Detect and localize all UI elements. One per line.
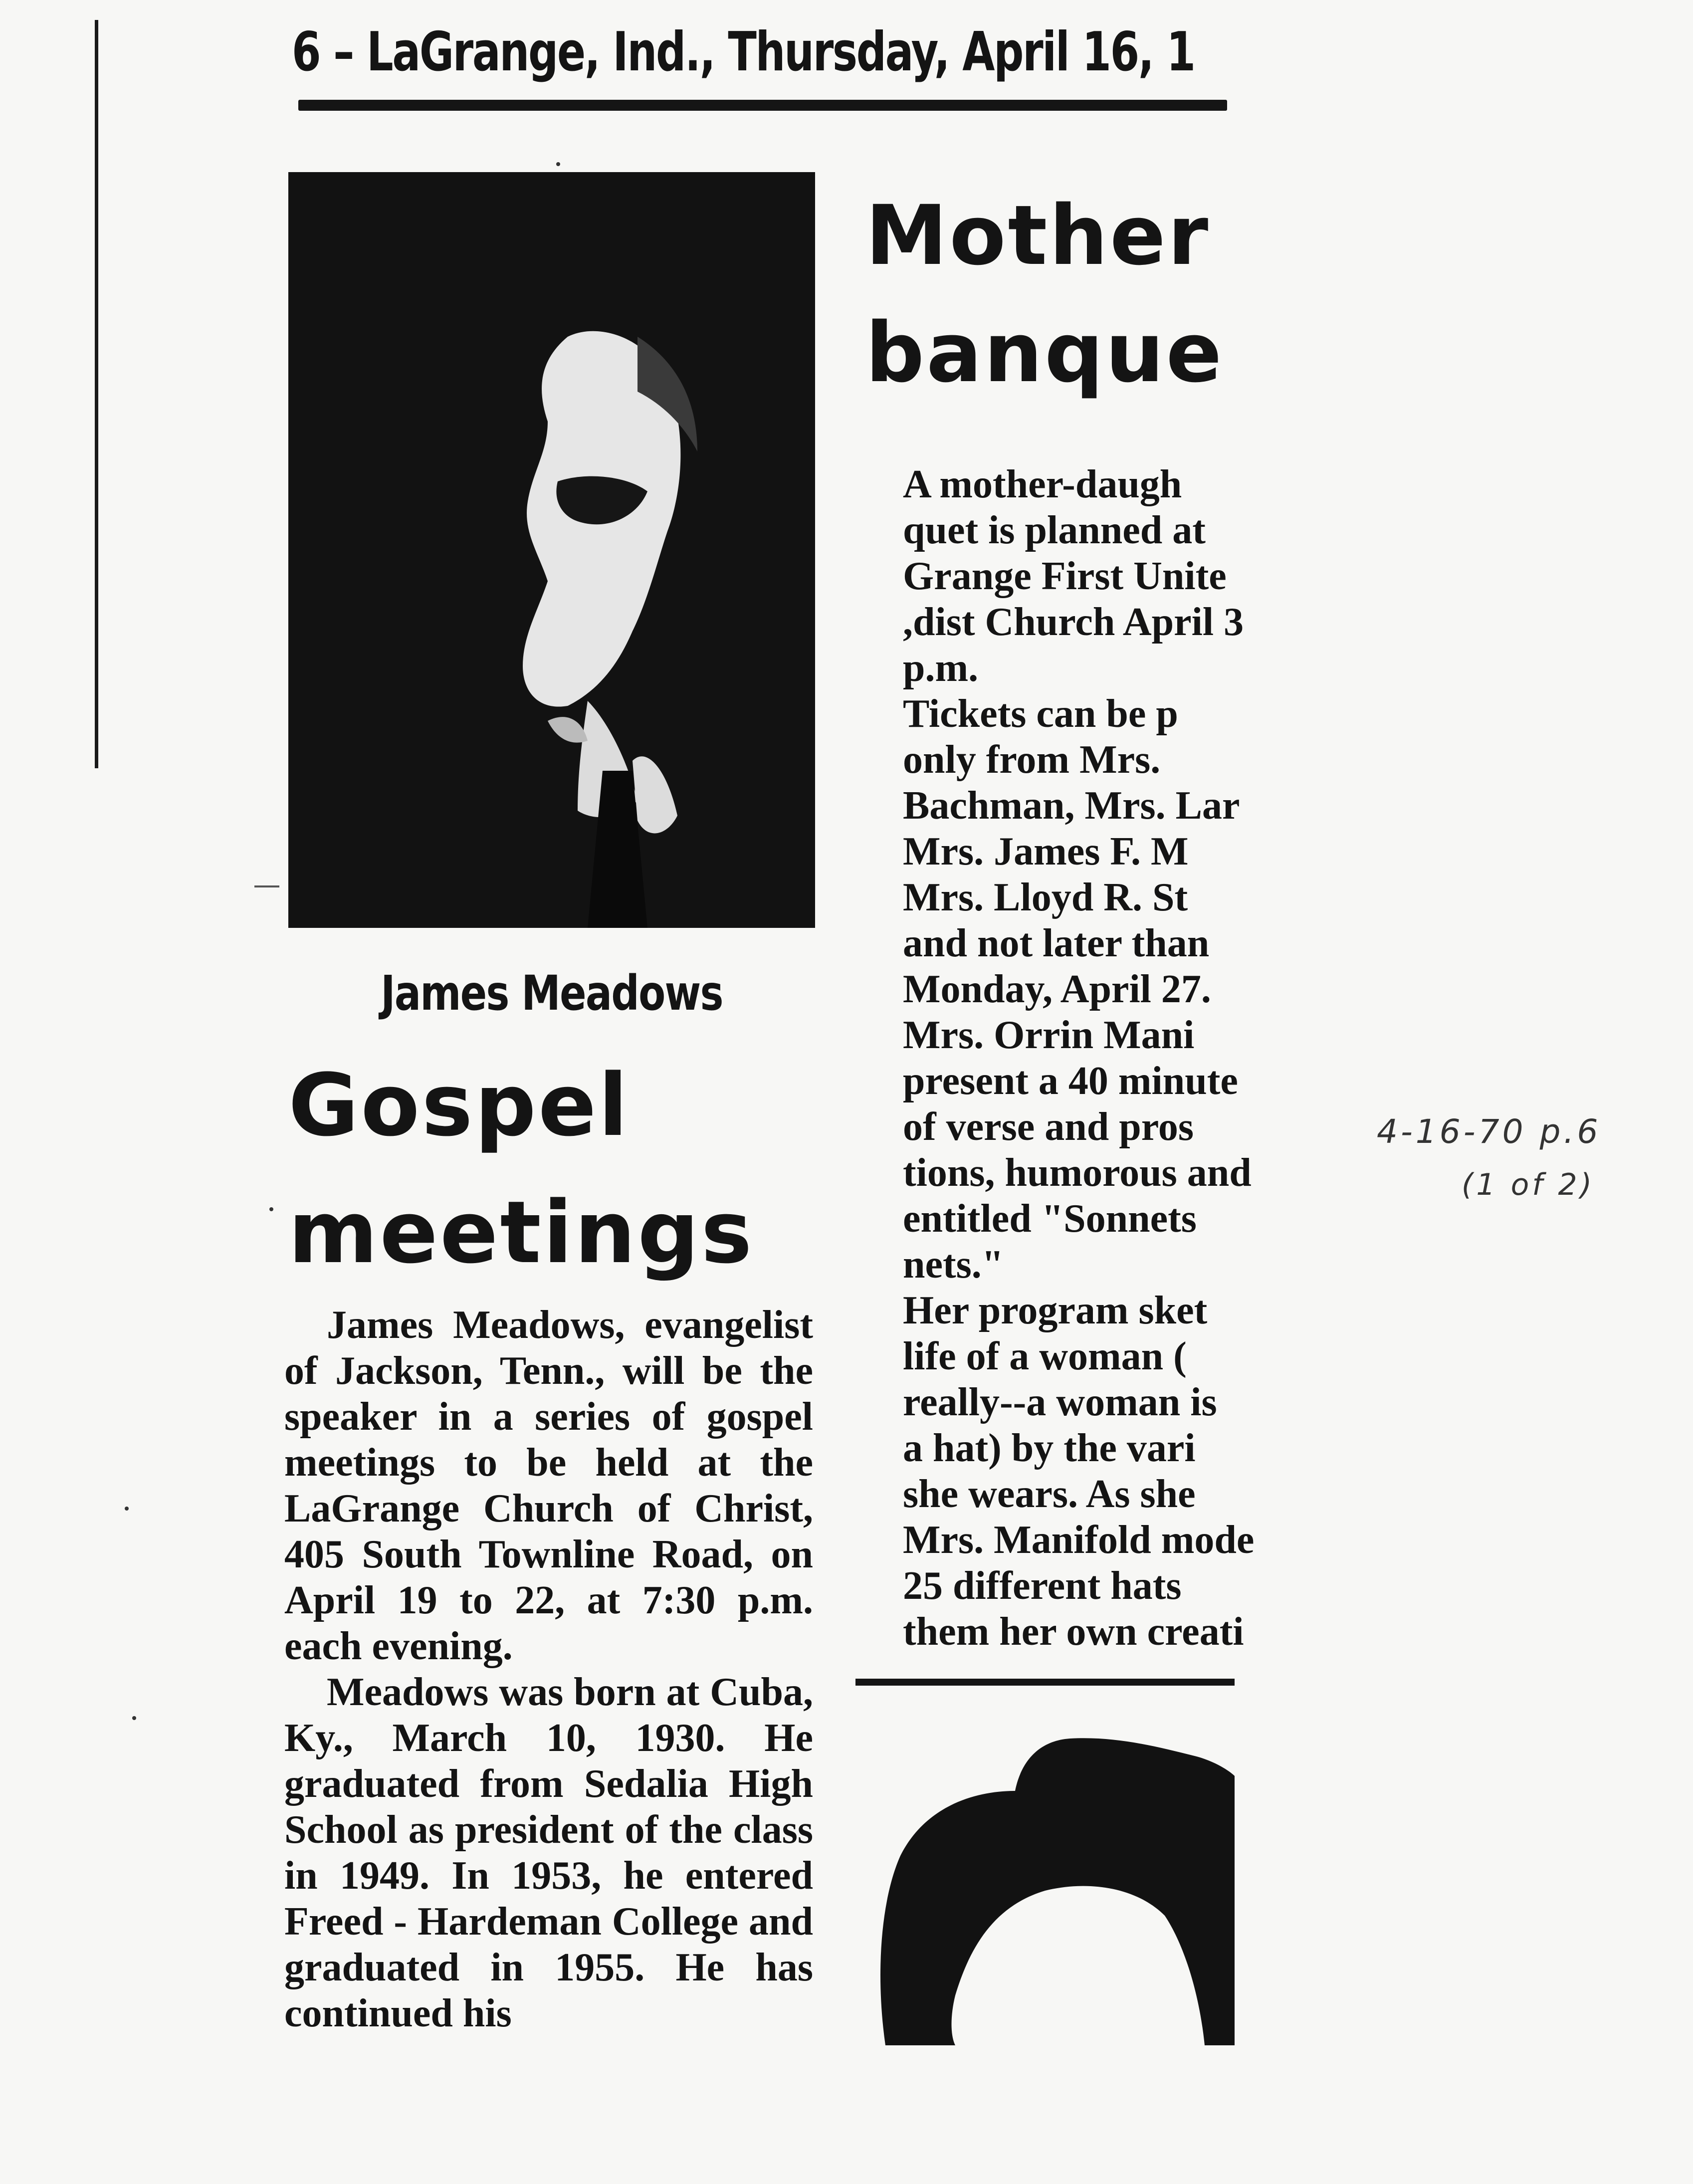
article-line: ,dist Church April 3	[903, 600, 1244, 644]
portrait-image	[288, 172, 815, 928]
second-photo-image	[855, 1736, 1235, 2045]
article-line: Mrs. James F. M	[903, 830, 1189, 874]
article-line: only from Mrs.	[903, 738, 1161, 782]
handwritten-note-line-1: 4-16-70 p.6	[1377, 1112, 1601, 1151]
portrait-photo	[288, 172, 815, 928]
article-line: life of a woman (	[903, 1334, 1187, 1378]
article-line: 25 different hats	[903, 1564, 1182, 1608]
article-line: tions, humorous and	[903, 1151, 1252, 1195]
article-line: and not later than	[903, 921, 1210, 965]
handwritten-note-line-2: (1 of 2)	[1462, 1167, 1595, 1202]
second-photo	[855, 1736, 1235, 2045]
headline-line-1: Gospel	[288, 1055, 630, 1155]
speck	[556, 162, 560, 166]
article-line: Monday, April 27.	[903, 967, 1211, 1011]
article-line: present a 40 minute	[903, 1059, 1238, 1103]
headline-right-line-2: banque	[865, 305, 1224, 401]
speck	[125, 1507, 129, 1511]
article-line: Tickets can be p	[903, 692, 1178, 736]
article-paragraph: James Meadows, evangelist of Jackson, Tenn., will be the speaker in a series of gospel meetings to be held at the LaGrange Church of Christ, 405 South Townline Road, on April 19 to 22, at 7:30 p.m. each evening.	[284, 1303, 813, 1668]
header-rule	[298, 100, 1227, 111]
article-line: of verse and pros	[903, 1105, 1194, 1149]
photo-caption: James Meadows	[381, 965, 723, 1021]
speck	[132, 1716, 136, 1720]
article-line: Her program sket	[903, 1289, 1208, 1332]
article-line: Bachman, Mrs. Lar	[903, 784, 1240, 828]
headline-right	[865, 188, 1227, 424]
article-line: them her own creati	[903, 1610, 1244, 1654]
headline-line-2: meetings	[288, 1182, 754, 1283]
margin-line	[95, 20, 98, 768]
article-line: a hat) by the vari	[903, 1426, 1196, 1470]
article-line: Mrs. Orrin Mani	[903, 1013, 1195, 1057]
article-line: nets."	[903, 1243, 1004, 1287]
article-line: p.m.	[903, 646, 979, 690]
article-line: Grange First Unite	[903, 554, 1227, 598]
speck	[269, 1207, 273, 1211]
page-folio: 6 – LaGrange, Ind., Thursday, April 16, 1	[292, 21, 1195, 83]
article-paragraph: Meadows was born at Cuba, Ky., March 10, 1930. He graduated from Sedalia High School as president of the class in 1949. In 1953, he entered Freed - Hardeman College and graduated in 1955. He has continued his	[284, 1670, 813, 2035]
article-line: quet is planned at	[903, 508, 1206, 552]
article-line: she wears. As she	[903, 1472, 1196, 1516]
headline-right-line-1: Mother	[865, 188, 1211, 283]
column-rule	[855, 1679, 1235, 1686]
article-line: A mother-daugh	[903, 462, 1182, 506]
article-line: entitled "Sonnets	[903, 1197, 1197, 1241]
article-line: Mrs. Manifold mode	[903, 1518, 1255, 1562]
article-line: Mrs. Lloyd R. St	[903, 875, 1188, 919]
margin-mark	[254, 885, 279, 887]
article-line: really--a woman is	[903, 1380, 1217, 1424]
article-body-right	[860, 461, 1255, 1654]
article-body-left	[284, 1302, 813, 2045]
